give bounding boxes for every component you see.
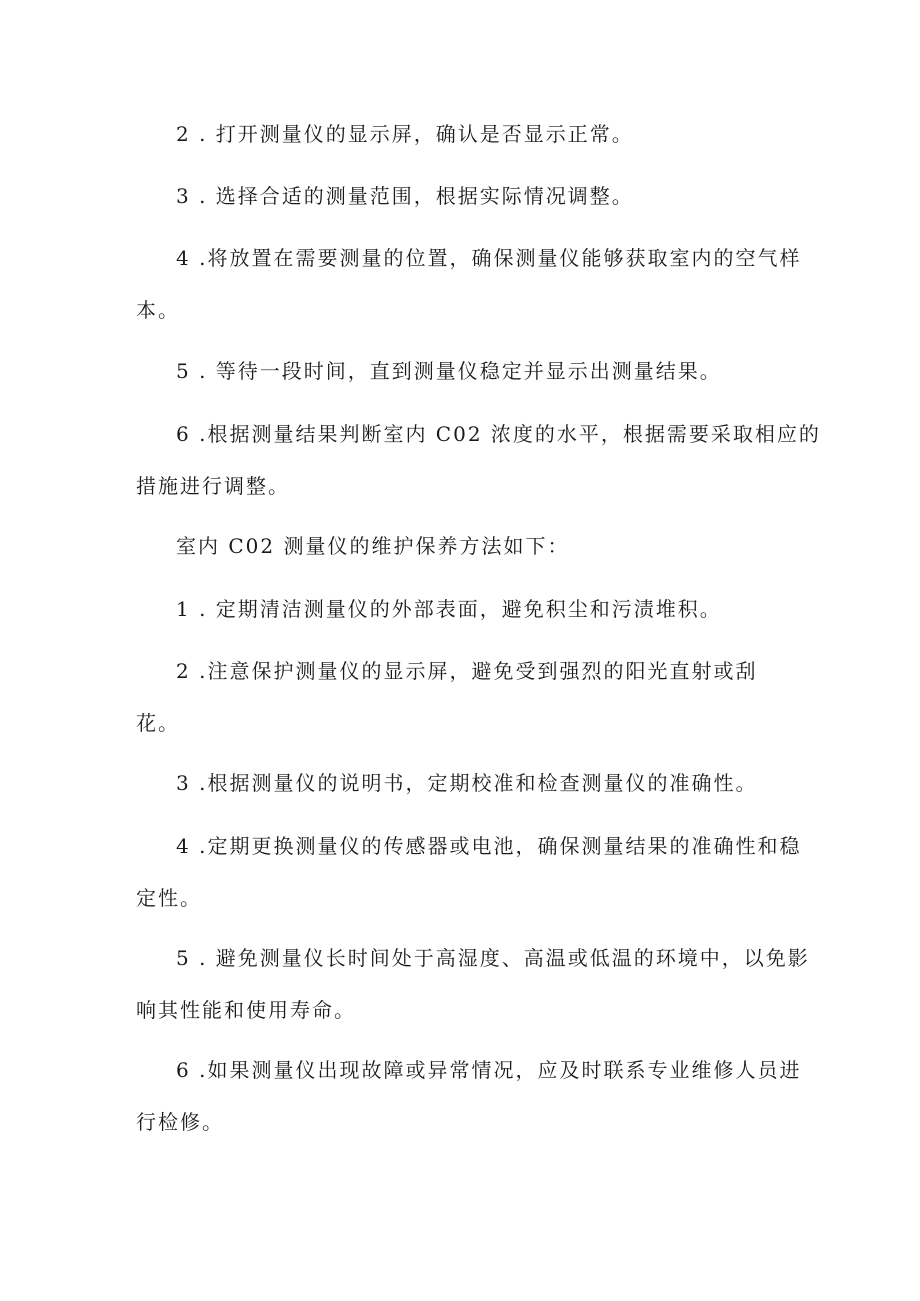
- paragraph-line: 本。: [136, 298, 180, 322]
- paragraph-line: 3 . 选择合适的测量范围，根据实际情况调整。: [176, 184, 634, 208]
- paragraph-line: 4 .将放置在需要测量的位置，确保测量仪能够获取室内的空气样: [176, 246, 802, 270]
- paragraph-step-3-select-range: [136, 170, 798, 222]
- paragraph-maint-6-repair: [136, 1044, 802, 1148]
- paragraph-line: 2 .注意保护测量仪的显示屏，避免受到强烈的阳光直射或刮: [176, 659, 758, 683]
- paragraph-line: 室内 C02 测量仪的维护保养方法如下：: [176, 534, 570, 558]
- paragraph-line: 6 .根据测量结果判断室内 C02 浓度的水平，根据需要采取相应的: [176, 422, 821, 446]
- paragraph-step-4-placement: [136, 232, 802, 336]
- paragraph-maint-5-environment: [136, 932, 810, 1036]
- paragraph-line: 措施进行调整。: [136, 474, 290, 498]
- paragraph-step-6-judge-level: [136, 408, 821, 512]
- paragraph-line: 行检修。: [136, 1110, 224, 1134]
- paragraph-line: 5 . 等待一段时间，直到测量仪稳定并显示出测量结果。: [176, 359, 722, 383]
- paragraph-line: 6 .如果测量仪出现故障或异常情况，应及时联系专业维修人员进: [176, 1058, 802, 1082]
- paragraph-maint-4-replace-parts: [136, 820, 802, 924]
- paragraph-step-5-wait: [136, 345, 798, 397]
- paragraph-maint-3-calibrate: [136, 757, 798, 809]
- paragraph-line: 5 . 避免测量仪长时间处于高湿度、高温或低温的环境中，以免影: [176, 946, 810, 970]
- paragraph-line: 定性。: [136, 886, 202, 910]
- paragraph-line: 响其性能和使用寿命。: [136, 998, 356, 1022]
- paragraph-line: 4 .定期更换测量仪的传感器或电池，确保测量结果的准确性和稳: [176, 834, 802, 858]
- paragraph-line: 1 . 定期清洁测量仪的外部表面，避免积尘和污渍堆积。: [176, 597, 722, 621]
- paragraph-line: 2 . 打开测量仪的显示屏，确认是否显示正常。: [176, 122, 634, 146]
- paragraph-maint-1-clean: [136, 583, 798, 635]
- paragraph-line: 花。: [136, 711, 180, 735]
- paragraph-line: 3 .根据测量仪的说明书，定期校准和检查测量仪的准确性。: [176, 771, 758, 795]
- paragraph-step-2-open-display: [136, 108, 798, 160]
- paragraph-maint-2-protect-display: [136, 645, 798, 749]
- paragraph-maintenance-intro: [136, 520, 798, 572]
